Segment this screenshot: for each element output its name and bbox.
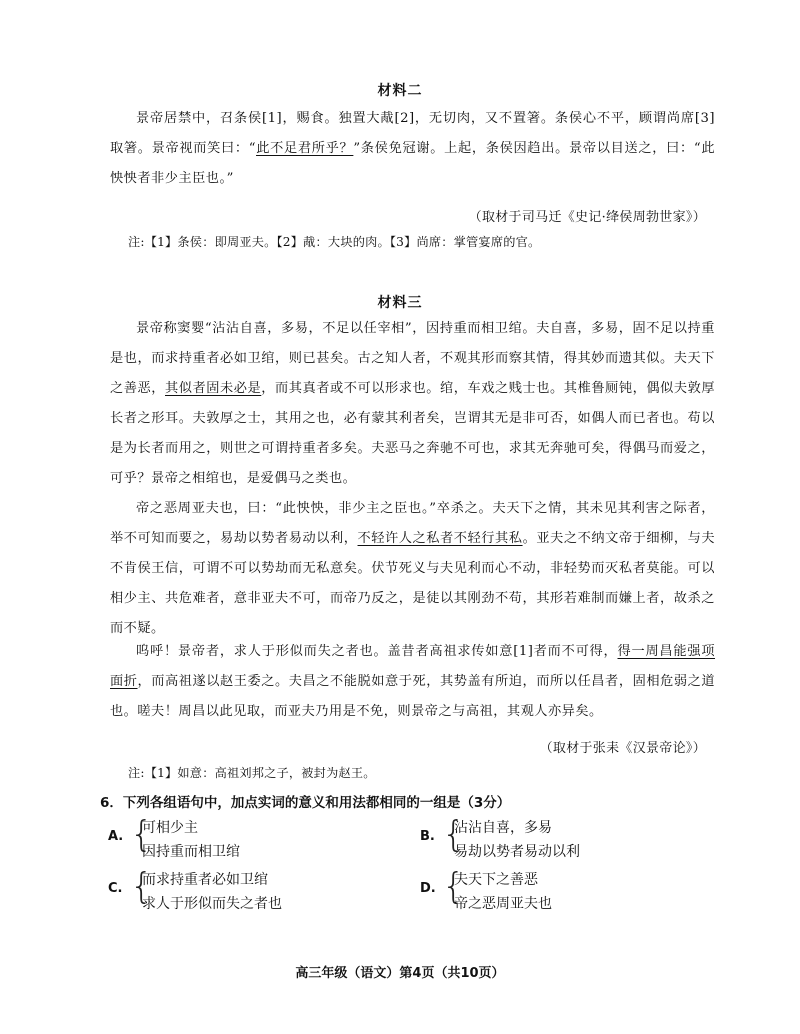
text-run: 取箸。景帝视而笑曰：“ (110, 141, 257, 156)
option-letter: B. (420, 829, 435, 844)
option-line: 而求持重者必如卫绾 (142, 872, 268, 888)
text-run: [1] (513, 644, 534, 659)
text-run: ，无切肉，又不置箸。条侯心不平，顾谓尚席 (414, 111, 695, 126)
option-line: 可相少主 (142, 820, 198, 836)
text-run: [2] (394, 111, 415, 126)
option-letter: A. (108, 829, 124, 844)
option-letter: D. (420, 881, 436, 896)
question-6-stem: 6．下列各组语句中，加点实词的意义和用法都相同的一组是（3分） (100, 795, 511, 811)
option-c[interactable] (108, 867, 388, 917)
option-line: 求人于形似而失之者也 (142, 896, 282, 912)
option-d[interactable] (420, 867, 720, 917)
text-run: 呜呼！景帝者，求人于形似而失之者也。盖昔者高祖求传如意 (136, 644, 514, 659)
underlined-phrase: 此不足君所乎？ (256, 141, 354, 156)
text-run: 景帝称窦婴“沾沾自喜，多易，不足以任宰相”，因持重而相卫绾。夫自喜，多易，固不足以持重是也，而求持重者必如卫绾，则已甚矣。古之知人者，不观其形而察其情，得其妙而遗其似。夫天下之善恶， (110, 321, 715, 396)
brace-icon: { (130, 866, 153, 907)
material2-paragraph (110, 104, 715, 194)
material2-heading: 材料二 (377, 83, 423, 99)
brace-icon: { (130, 814, 153, 855)
underlined-phrase: 不轻许人之私者不轻行其私 (357, 531, 523, 546)
option-line: 帝之恶周亚夫也 (454, 896, 552, 912)
option-line: 因持重而相卫绾 (142, 844, 240, 860)
material3-paragraph-3 (110, 637, 715, 727)
material3-source: （取材于张耒《汉景帝论》） (539, 741, 706, 756)
text-run: 景帝居禁中，召条侯 (136, 111, 262, 126)
option-b[interactable] (420, 815, 720, 865)
option-line: 沾沾自喜，多易 (454, 820, 552, 836)
text-run: 者而不可得， (533, 644, 618, 659)
page-footer: 高三年级（语文）第4页（共10页） (295, 966, 505, 981)
text-run: [3] (694, 111, 716, 126)
text-run: 。亚夫之不纳文帝于细柳，与夫不肯侯王信，可谓不可以势劫而无私意矣。伏节死义与夫见利而心不动，非轻势而灭私者莫能。可以相少主、共危难者，意非亚夫不可，而帝乃反之，是徒以其刚劲不苟，其形若难制而嫌上者，故杀之而不疑。 (110, 531, 716, 636)
option-line: 易劫以势者易动以利 (454, 844, 580, 860)
material3-paragraph-2 (110, 494, 715, 644)
material2-note: 注:【1】条侯：即周亚夫。【2】胾：大块的肉。【3】尚席：掌管宴席的官。 (128, 235, 541, 249)
underlined-phrase: 得一周昌能强项面折 (110, 644, 716, 689)
option-a[interactable] (108, 815, 388, 865)
option-line: 夫天下之善恶 (454, 872, 538, 888)
underlined-phrase: 其似者固未必是 (165, 381, 262, 396)
text-run: ，而其真者或不可以形求也。绾，车戏之贱士也。其椎鲁厕钝，偶似夫敦厚长者之形耳。夫敦厚之士，其用之也，必有蒙其利者矣，岂谓其无是非可否，如偶人而已者也。苟以是为长者而用之，则世之可谓持重者多矣。夫恶马之奔驰不可也，求其无奔驰可矣，得偶马而爱之，可乎？景帝之相绾也，是爱偶马之类也。 (110, 381, 716, 486)
text-run: ，而高祖遂以赵王委之。夫昌之不能脱如意于死，其势盖有所迫，而所以任昌者，固相危弱之道也。嗟夫！周昌以此见取，而亚夫乃用是不免，则景帝之与高祖，其观人亦异矣。 (110, 674, 716, 719)
material3-heading: 材料三 (377, 295, 423, 311)
brace-icon: { (442, 866, 465, 907)
text-run: 帝之恶周亚夫也，曰：“此怏怏，非少主之臣也。”卒杀之。夫天下之情，其未见其利害之际者，举不可知而要之，易劫以势者易动以利， (110, 501, 715, 546)
material3-note: 注:【1】如意：高祖刘邦之子，被封为赵王。 (128, 766, 376, 780)
brace-icon: { (442, 814, 465, 855)
text-run: [1] (261, 111, 283, 126)
material2-source: （取材于司马迁《史记·绛侯周勃世家》） (468, 210, 706, 225)
text-run: ”条侯免冠谢。上起，条侯因趋出。景帝以目送之，曰：“此怏怏者非少主臣也。” (110, 141, 716, 186)
text-run: ，赐食。独置大胾 (282, 111, 395, 126)
option-letter: C. (108, 881, 123, 896)
material3-paragraph-1 (110, 314, 715, 494)
